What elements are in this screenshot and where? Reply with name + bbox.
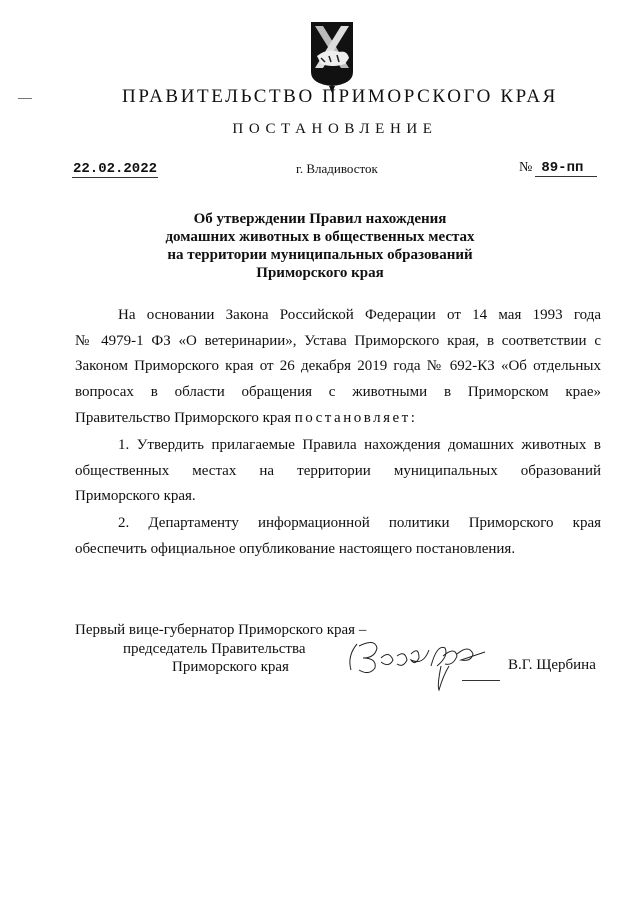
text-line: № 4979-1 ФЗ «О ветеринарии», Устава Приморского края, в соответствии с — [75, 332, 601, 349]
coat-of-arms-emblem — [309, 20, 355, 94]
text-line: общественных местах на территории муниципальных образований — [75, 462, 601, 479]
document-type: ПОСТАНОВЛЕНИЕ — [232, 121, 438, 137]
title-line: Приморского края — [256, 265, 384, 281]
organization-name: ПРАВИТЕЛЬСТВО ПРИМОРСКОГО КРАЯ — [122, 86, 558, 107]
text-line: вопросах в области обращения с животными в Приморском крае» — [75, 384, 601, 401]
text-fragment: Правительство Приморского края — [75, 409, 295, 426]
text-line: обеспечить официальное опубликование настоящего постановления. — [75, 540, 516, 557]
title-line: Об утверждении Правил нахождения — [193, 211, 447, 227]
document-title — [0, 210, 640, 282]
document-city: г. Владивосток — [296, 161, 378, 176]
document-number: 89-пп — [535, 160, 597, 177]
document-date: 22.02.2022 — [73, 161, 158, 177]
title-line: на территории муниципальных образований — [167, 247, 473, 263]
title-line: домашних животных в общественных местах — [165, 229, 475, 245]
text-line — [75, 406, 601, 432]
clause-2-paragraph — [75, 511, 601, 562]
document-number-field — [519, 160, 597, 177]
text-line: 2. Департаменту информационной политики Приморского края — [118, 515, 601, 531]
signature-line — [462, 680, 500, 681]
text-line: Приморского края. — [75, 488, 196, 505]
text-line: На основании Закона Российской Федерации от 14 мая 1993 года — [118, 307, 601, 323]
text-line: 1. Утвердить прилагаемые Правила нахождения домашних животных в — [118, 437, 601, 453]
text-line: Законом Приморского края от 26 декабря 2019 года № 692-КЗ «Об отдельных — [75, 358, 601, 375]
number-sign: № — [519, 160, 533, 175]
signatory-name: В.Г. Щербина — [508, 657, 596, 673]
signatory-position — [75, 621, 366, 677]
clause-1-paragraph — [75, 433, 601, 510]
resolves-word: постановляет: — [294, 409, 418, 426]
position-line: Приморского края — [172, 659, 289, 675]
position-line: Первый вице-губернатор Приморского края – — [75, 622, 367, 638]
preamble-paragraph — [75, 303, 601, 432]
position-line: председатель Правительства — [123, 640, 306, 657]
handwritten-signature — [345, 636, 495, 692]
